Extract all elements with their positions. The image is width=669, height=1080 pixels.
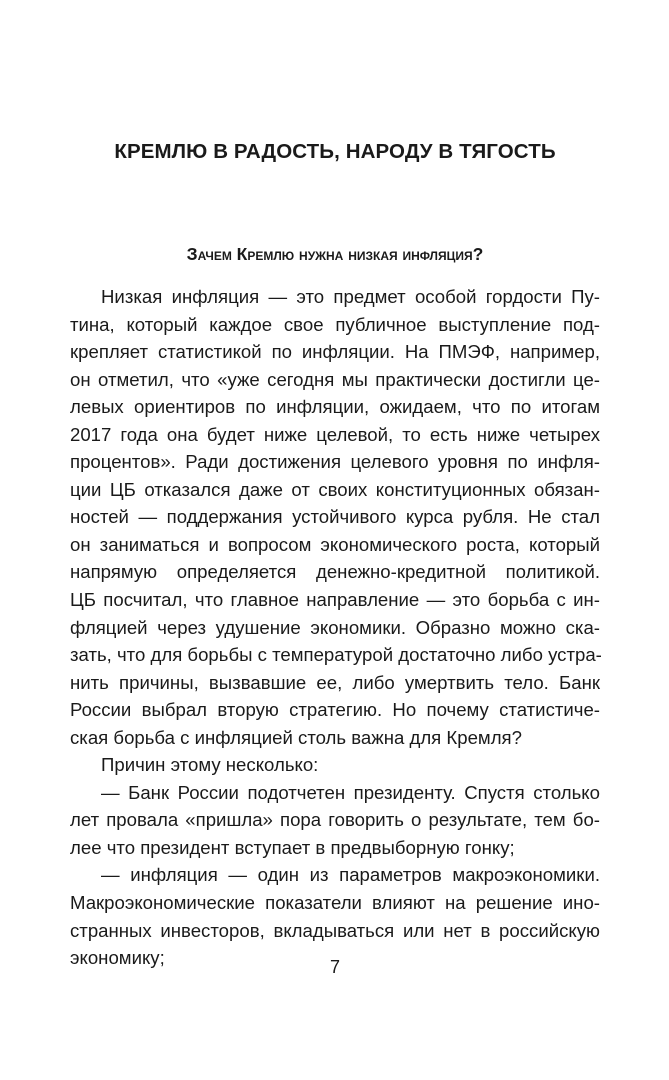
text-line: тина, который каждое свое публичное выступление под-	[70, 313, 600, 335]
book-page	[70, 0, 600, 1080]
text-line: нить причины, вызвавшие ее, либо умертвить тело. Банк	[70, 671, 600, 693]
text-line: Низкая инфляция — это предмет особой гордости Пу-	[101, 286, 600, 307]
body-text	[70, 283, 600, 972]
text-line: ностей — поддержания устойчивого курса рубля. Не стал	[70, 506, 600, 528]
text-line: процентов». Ради достижения целевого уровня по инфля-	[70, 451, 600, 473]
text-line: странных инвесторов, вкладываться или нет в российскую	[70, 919, 600, 941]
text-line: он отметил, что «уже сегодня мы практически достигли це-	[70, 368, 600, 390]
text-line: левых ориентиров по инфляции, ожидаем, что по итогам	[70, 396, 600, 418]
text-line: лее что президент вступает в предвыборную гонку;	[70, 836, 515, 858]
text-line: ции ЦБ отказался даже от своих конституционных обязан-	[70, 478, 600, 500]
text-line: ЦБ посчитал, что главное направление — это борьба с ин-	[70, 589, 600, 611]
text-line: — Банк России подотчетен президенту. Спустя столько	[101, 781, 600, 803]
text-line: лет провала «пришла» пора говорить о результате, тем бо-	[70, 809, 600, 831]
text-line: Макроэкономические показатели влияют на решение ино-	[70, 892, 600, 914]
text-line: России выбрал вторую стратегию. Но почему статистиче-	[70, 699, 600, 721]
text-line: зать, что для борьбы с температурой достаточно либо устра-	[70, 644, 602, 666]
chapter-title: КРЕМЛЮ В РАДОСТЬ, НАРОДУ В ТЯГОСТЬ	[114, 140, 556, 163]
text-line: фляцией через удушение экономики. Образно можно ска-	[70, 616, 600, 638]
text-line: 2017 года она будет ниже целевой, то есть ниже четырех	[70, 423, 600, 445]
section-title: Зачем Кремлю нужна низкая инфляция?	[186, 244, 484, 264]
text-line: экономику;	[70, 947, 165, 969]
text-line: Причин этому несколько:	[101, 754, 319, 776]
text-line: напрямую определяется денежно-кредитной политикой.	[70, 561, 600, 583]
text-line: он заниматься и вопросом экономического роста, который	[70, 533, 600, 555]
page-number: 7	[329, 957, 340, 977]
text-line: крепляет статистикой по инфляции. На ПМЭФ, например,	[70, 341, 600, 363]
text-line: — инфляция — один из параметров макроэкономики.	[101, 864, 600, 886]
text-line: ская борьба с инфляцией столь важна для Кремля?	[70, 726, 522, 748]
